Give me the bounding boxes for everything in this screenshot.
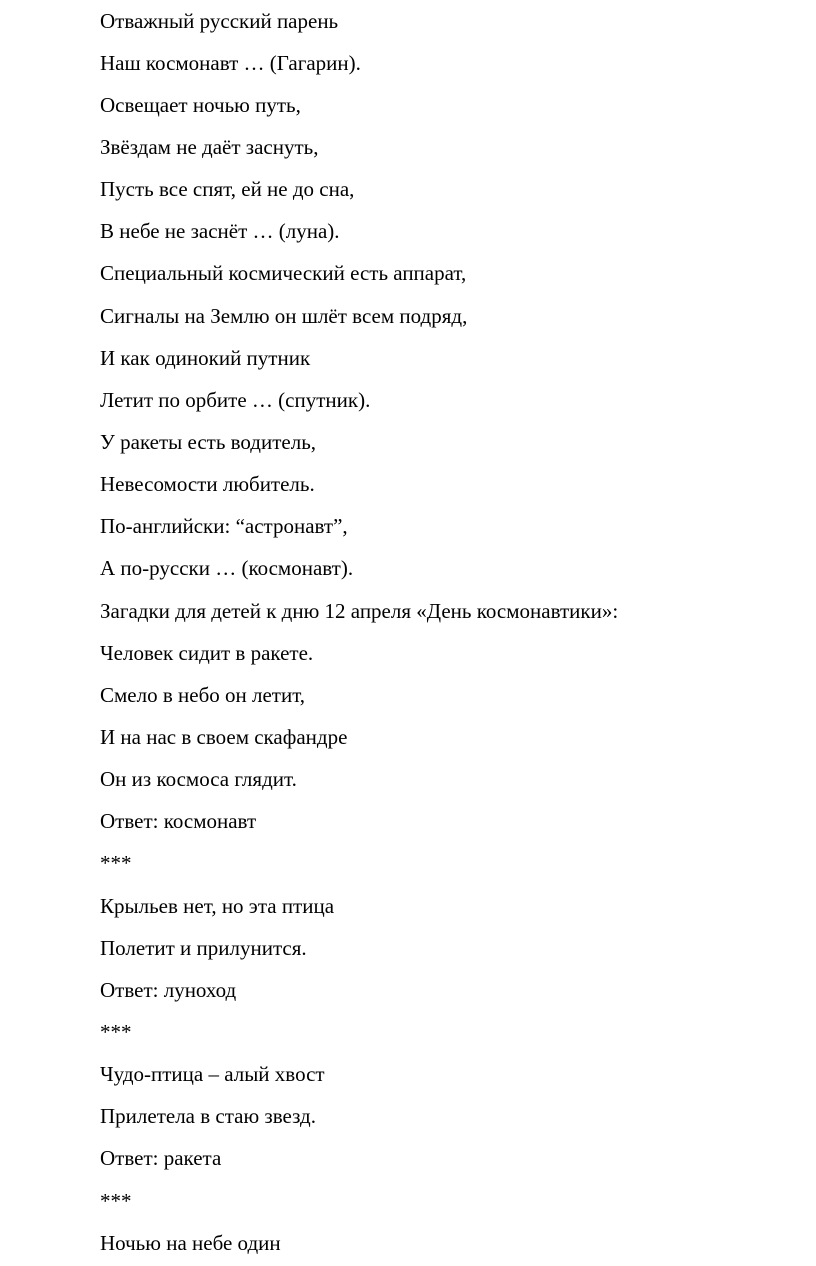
answer-text: Ответ: космонавт [100, 809, 257, 834]
separator-line [100, 1180, 790, 1222]
text-line [100, 716, 790, 758]
text-line [100, 253, 790, 295]
text-line-content: Сигналы на Землю он шлёт всем подряд, [100, 303, 468, 328]
text-line-content: Специальный космический есть аппарат, [100, 261, 467, 286]
text-line [100, 0, 790, 42]
answer-line [100, 969, 790, 1011]
text-line [100, 1222, 790, 1264]
text-line [100, 421, 790, 463]
text-line-content: Пусть все спят, ей не до сна, [100, 177, 355, 202]
answer-text: Ответ: луноход [100, 977, 237, 1002]
text-line-content: Звёздам не даёт заснуть, [100, 134, 319, 159]
answer-line [100, 801, 790, 843]
text-line-content: И на нас в своем скафандре [100, 724, 348, 749]
separator-line [100, 1011, 790, 1053]
text-line [100, 759, 790, 801]
text-line [100, 1054, 790, 1096]
text-line-content: Крыльев нет, но эта птица [100, 893, 335, 918]
separator-text: *** [100, 1188, 132, 1213]
separator-text: *** [100, 851, 132, 876]
text-line [100, 506, 790, 548]
separator-line [100, 843, 790, 885]
separator-text: *** [100, 1019, 132, 1044]
text-line [100, 295, 790, 337]
text-line [100, 927, 790, 969]
text-line-content: Человек сидит в ракете. [100, 640, 314, 665]
text-line-content: Он из космоса глядит. [100, 767, 297, 792]
text-line [100, 84, 790, 126]
text-line [100, 464, 790, 506]
text-line-content: Наш космонавт … (Гагарин). [100, 50, 361, 75]
text-line [100, 42, 790, 84]
text-line [100, 169, 790, 211]
text-line-content: Прилетела в стаю звезд. [100, 1104, 316, 1129]
answer-text: Ответ: ракета [100, 1146, 222, 1171]
text-line [100, 337, 790, 379]
text-line-content: Отважный русский парень [100, 8, 339, 33]
text-line-content: У ракеты есть водитель, [100, 429, 317, 454]
section-heading-text: Загадки для детей к дню 12 апреля «День космонавтики»: [100, 598, 619, 623]
text-line-content: Чудо-птица – алый хвост [100, 1062, 325, 1087]
text-line [100, 126, 790, 168]
text-line-content: Освещает ночью путь, [100, 92, 301, 117]
text-line [100, 548, 790, 590]
answer-line [100, 1138, 790, 1180]
text-line-content: В небе не заснёт … (луна). [100, 219, 340, 244]
text-line [100, 674, 790, 716]
text-line [100, 211, 790, 253]
text-line-content: Смело в небо он летит, [100, 682, 306, 707]
text-line-content: По-английски: “астронавт”, [100, 514, 348, 539]
text-line-content: Полетит и прилунится. [100, 935, 307, 960]
text-line [100, 1096, 790, 1138]
text-line-content: А по-русски … (космонавт). [100, 556, 354, 581]
text-line [100, 379, 790, 421]
text-line [100, 632, 790, 674]
text-line-content: Летит по орбите … (спутник). [100, 387, 371, 412]
section-heading [100, 590, 790, 632]
document-body [100, 0, 790, 1264]
text-line-content: И как одинокий путник [100, 345, 311, 370]
text-line-content: Невесомости любитель. [100, 472, 315, 497]
text-line [100, 885, 790, 927]
text-line-content: Ночью на небе один [100, 1230, 281, 1255]
